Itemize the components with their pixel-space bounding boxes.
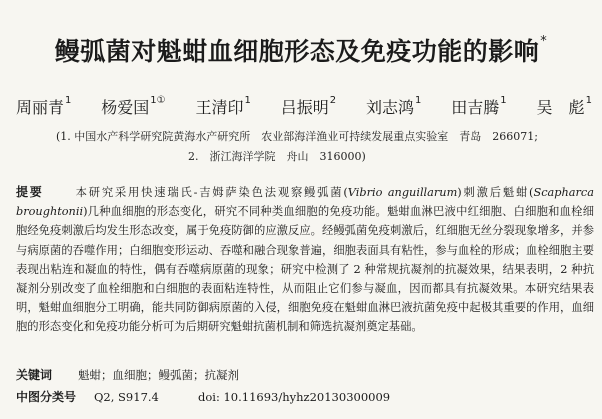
author-name: 田吉腾 (451, 98, 500, 117)
classification-line (16, 388, 602, 405)
species-name: Scapharca broughtonii (16, 186, 594, 219)
author-name: 吕振明 (280, 98, 329, 117)
abstract-text: )刺激后魁蚶( (457, 186, 534, 199)
title-text: 鳗弧菌对魁蚶血细胞形态及免疫功能的影响 (54, 37, 540, 66)
author-affiliation-mark: 1 (415, 94, 422, 106)
affiliation-line-1: (1. 中国水产科学研究院黄海水产研究所 农业部海洋渔业可持续发展重点实验室 青岛 266071; (56, 130, 538, 143)
author-name: 刘志鸿 (366, 98, 415, 117)
author (366, 95, 421, 118)
author (101, 95, 165, 118)
author (195, 95, 250, 118)
title-footnote-mark: * (540, 33, 548, 49)
author-name: 杨爱国 (101, 98, 150, 117)
author (451, 95, 506, 118)
author (281, 95, 336, 118)
author (16, 95, 71, 118)
classification-label: 中图分类号 (16, 390, 77, 404)
abstract (16, 183, 594, 337)
author-affiliation-mark: 1 (585, 94, 592, 106)
doi[interactable]: doi: 10.11693/hyhz20130300009 (198, 390, 391, 404)
author-name: 王清印 (195, 98, 244, 117)
author-affiliation-mark: 1① (150, 94, 166, 106)
author-name: 吴 彪 (536, 98, 585, 117)
author-affiliation-mark: 1 (65, 94, 72, 106)
species-name: Vibrio anguillarum (347, 186, 458, 199)
author-affiliation-mark: 2 (329, 94, 337, 106)
paper-title (0, 32, 602, 68)
classification-code: Q2, S917.4 (94, 390, 159, 404)
affiliation-line-2: 2. 浙江海洋学院 舟山 316000) (188, 150, 366, 163)
author-name: 周丽青 (16, 98, 65, 117)
keywords-label: 关键词 (16, 368, 53, 382)
keywords-text: 魁蚶；血细胞；鳗弧菌；抗凝剂 (78, 368, 239, 382)
author-list (16, 95, 592, 118)
author (537, 95, 592, 118)
author-affiliation-mark: 1 (500, 94, 507, 106)
abstract-text: 本研究采用快速瑞氏-吉姆萨染色法观察鳗弧菌( (75, 186, 348, 199)
author-affiliation-mark: 1 (244, 94, 251, 106)
abstract-label: 提要 (16, 185, 44, 199)
keywords (16, 366, 239, 383)
abstract-text: )几种血细胞的形态变化，研究不同种类血细胞的免疫功能。魁蚶血淋巴液中红细胞、白细胞和血栓细胞经免疫刺激后均发生形态改变，属于免疫防御的应激反应。经鳗弧菌免疫刺激后，红细胞无丝分裂现象增多，并参与病原菌的吞噬作用；白细胞变形运动、吞噬和融合现象普遍，细胞表面具有粘性，参与血栓的形成；血栓细胞主要表现出粘连和凝血的特性，偶有吞噬病原菌的现象；研究中检测了 2 种常规抗凝剂的抗凝效果，结果表明，2 种抗凝剂分别改变了血栓细胞和白细胞的表面粘连特性，从而阻止它们参与凝血，因而都具有抗凝效果。本研究结果表明，魁蚶血细胞分工明确，能共同防御病原菌的入侵，细胞免疫在魁蚶血淋巴液抗菌免疫中起极其重要的作用，血细胞的形态变化和免疫功能分析可为后期研究魁蚶抗菌机制和筛选抗凝剂奠定基础。 (16, 205, 594, 334)
